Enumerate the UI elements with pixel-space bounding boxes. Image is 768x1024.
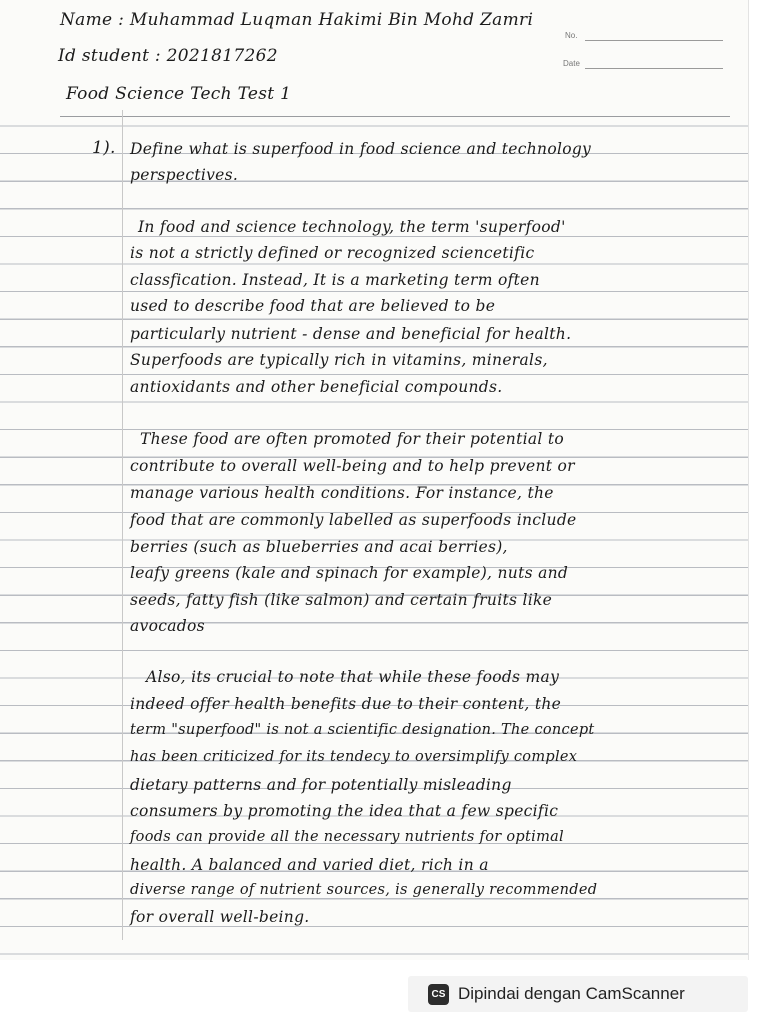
answer-line: classfication. Instead, It is a marketing term often (130, 271, 540, 289)
date-field-line (585, 68, 723, 69)
answer-line: avocados (130, 617, 205, 635)
question-number: 1). (92, 138, 116, 158)
answer-line: antioxidants and other beneficial compounds. (130, 378, 503, 396)
answer-line: has been criticized for its tendecy to oversimplify complex (130, 749, 578, 765)
answer-line: berries (such as blueberries and acai berries), (130, 538, 508, 556)
answer-line: leafy greens (kale and spinach for example), nuts and (130, 564, 569, 582)
answer-line: These food are often promoted for their potential to (140, 430, 565, 448)
answer-line: dietary patterns and for potentially misleading (130, 776, 512, 794)
no-label: No. (565, 31, 578, 40)
answer-line: used to describe food that are believed to be (130, 297, 496, 315)
answer-line: contribute to overall well-being and to help prevent or (130, 457, 575, 475)
camscanner-watermark (408, 976, 748, 1012)
answer-line: is not a strictly defined or recognized sciencetific (130, 244, 535, 262)
camscanner-label: Dipindai dengan CamScanner (458, 984, 685, 1003)
page-title: Food Science Tech Test 1 (66, 84, 292, 104)
answer-line: food that are commonly labelled as superfoods include (130, 511, 577, 529)
margin-rule (122, 110, 123, 940)
answer-line: for overall well-being. (130, 908, 310, 926)
answer-line: In food and science technology, the term 'superfood' (138, 218, 566, 236)
student-id: Id student : 2021817262 (58, 46, 278, 66)
answer-line: Also, its crucial to note that while these foods may (146, 668, 560, 686)
question-line: perspectives. (130, 166, 239, 184)
answer-line: diverse range of nutrient sources, is generally recommended (130, 882, 598, 898)
answer-line: Superfoods are typically rich in vitamins, minerals, (130, 351, 548, 369)
no-field-line (585, 40, 723, 41)
camscanner-logo-icon: CS (428, 984, 449, 1005)
answer-line: consumers by promoting the idea that a few specific (130, 802, 559, 820)
answer-line: term "superfood" is not a scientific designation. The concept (130, 722, 595, 738)
answer-line: particularly nutrient - dense and beneficial for health. (130, 325, 572, 343)
question-line: Define what is superfood in food science and technology (130, 140, 592, 158)
student-name: Name : Muhammad Luqman Hakimi Bin Mohd Zamri (60, 10, 534, 30)
answer-line: seeds, fatty fish (like salmon) and certain fruits like (130, 591, 553, 609)
title-rule (60, 116, 730, 117)
answer-line: health. A balanced and varied diet, rich in a (130, 856, 489, 874)
answer-line: indeed offer health benefits due to their content, the (130, 695, 562, 713)
answer-line: manage various health conditions. For instance, the (130, 484, 554, 502)
date-label: Date (563, 59, 580, 68)
answer-line: foods can provide all the necessary nutrients for optimal (130, 829, 564, 845)
